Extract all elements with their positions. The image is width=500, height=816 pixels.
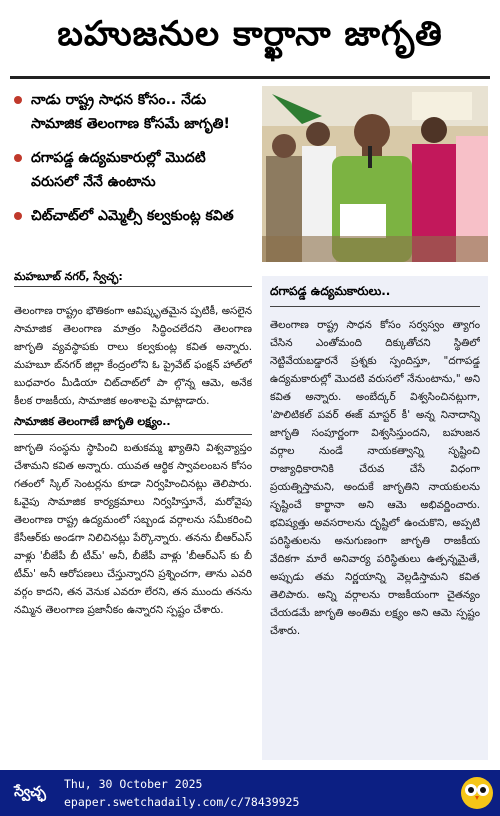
left-column	[14, 302, 252, 760]
bullet-text: దగాపడ్డ ఉద్యమకారుల్లో మొదటి వరుసలో నేనే ఉంటాను	[31, 150, 206, 190]
footer-date: Thu, 30 October 2025	[64, 777, 203, 791]
right-paragraph: తెలంగాణ రాష్ట్ర సాధన కోసం సర్వస్వం త్యాగం చేసిన ఎంతోమంది దిక్కుతోచని స్థితిలో నెట్టివేయబడ్డారనే ప్రశ్నకు స్పందిస్తూ, "దగాపడ్డ ఉద్యమకారుల్లో మొదటి వరుసలో నేనుంటాను," అని కవిత అన్నారు. అంబేద్కర్ విశ్వసించినట్లుగా, 'పొలిటికల్ పవర్ ఈజ్ మాస్టర్ కీ' అన్న నినాదాన్ని జాగృతి సంపూర్ణంగా విశ్వసిస్తుందని, బహుజన వర్గాల నుండే నాయకత్వాన్ని సృష్టించి రాజ్యాధికారానికి చేరువ చేసే విధంగా ప్రయత్నిస్తామని, అందుకే జాగృతిని నాయకులను సృష్టించే కార్ఖానా అని ఆమె అభివర్ణించారు. భవిష్యత్తు అవసరాలను దృష్టిలో ఉంచుకొని, అప్పటి పరిస్థితులను అనుగుణంగా జాగృతి రాజకీయ వేదికగా మారే అనివార్య పరిస్థితులు ఉత్పన్నమైతే, అప్పుడు తమ నిర్ణయాన్ని వెల్లడిస్తామని కవిత తెలిపారు. అన్ని వర్గాలను రాజకీయంగా చైతన్యం చేయడమే జాగృతి అంతిమ లక్ష్యం అని ఆమె స్పష్టం చేశారు.	[270, 319, 480, 637]
bullet-list	[14, 88, 254, 238]
bullet-dot-icon	[14, 154, 22, 162]
bullet-item	[14, 204, 254, 228]
headline-rule	[10, 76, 490, 79]
byline: మహబూబ్ నగర్, స్వేచ్ఛ:	[14, 270, 123, 283]
left-subheading: సామాజిక తెలంగాణే జాగృతి లక్ష్యం..	[14, 413, 252, 435]
right-subheading-rule	[270, 306, 480, 307]
newspaper-logo: స్వేచ్ఛ	[14, 783, 46, 800]
footer-url[interactable]: epaper.swetchadaily.com/c/78439925	[64, 795, 300, 809]
bullet-text: నాడు రాష్ట్ర సాధన కోసం.. నేడు సామాజిక తెలంగాణ కోసమే జాగృతి!	[31, 92, 230, 132]
bullet-dot-icon	[14, 212, 22, 220]
bullet-text: చిట్‌చాట్‌లో ఎమ్మెల్సీ కల్వకుంట్ల కవిత	[31, 208, 234, 224]
photo-illustration	[262, 86, 488, 262]
left-paragraph-2: జాగృతి సంస్థను స్థాపించి బతుకమ్మ ఖ్యాతిని విశ్వవ్యాప్తం చేశామని కవిత అన్నారు. యువత ఆర్థిక స్వావలంబన కోసం గతంలో స్కిల్ సెంటర్లను కూడా నిర్వహించినట్లు తెలిపారు. ఓవైపు సామాజిక కార్యక్రమాలు నిర్వహిస్తూనే, మరోవైపు తెలంగాణ రాష్ట్ర ఉద్యమంలో సబ్బండ వర్గాలను సమీకరించి కేసీఆర్‌కు అండగా నిలిచినట్లు పేర్కొన్నారు. తనను బీఆర్ఎస్ వాళ్లు 'బీజేపీ బీ టీమ్' అనీ, బీజేపీ వాళ్లు 'బీఆర్ఎస్ కు బీ టీమ్' అనీ ఆరోపణలు చేస్తున్నారని ప్రశ్నించగా, తాను ఎవరి వర్గం కాదని, తన వెనుక ఎవరూ లేరని, తన ముందు తనను నమ్మిన తెలంగాణ ప్రజానీకం ఉన్నారని స్పష్టం చేశారు.	[14, 442, 252, 616]
bullet-item	[14, 146, 254, 194]
news-photo	[262, 86, 488, 262]
byline-rule	[14, 286, 252, 287]
owl-icon	[460, 776, 494, 810]
left-paragraph-1: తెలంగాణ రాష్ట్రం భౌతికంగా ఆవిష్కృతమైన ప్పటికీ, అసలైన సామాజిక తెలంగాణ మాత్రం సిద్ధించలేదని తెలంగాణ జాగృతి వ్యవస్థాపకు రాలు కల్వకుంట్ల కవిత అన్నారు. మహబూ బ్‌నగర్ జిల్లా కేంద్రంలోని ఓ ప్రైవేట్ ఫంక్షన్ హాల్‌లో బుధవారం మీడియా చిట్‌చాట్‌లో పా ల్గొన్న ఆమె, అనేక కీలక రాజకీయ, సామాజిక అంశాలపై మాట్లాడారు.	[14, 305, 252, 407]
bullet-dot-icon	[14, 96, 22, 104]
headline: బహుజనుల కార్ఖానా జాగృతి	[57, 14, 443, 54]
bullet-item	[14, 88, 254, 136]
right-subheading: దగాపడ్డ ఉద్యమకారులు..	[270, 284, 391, 298]
